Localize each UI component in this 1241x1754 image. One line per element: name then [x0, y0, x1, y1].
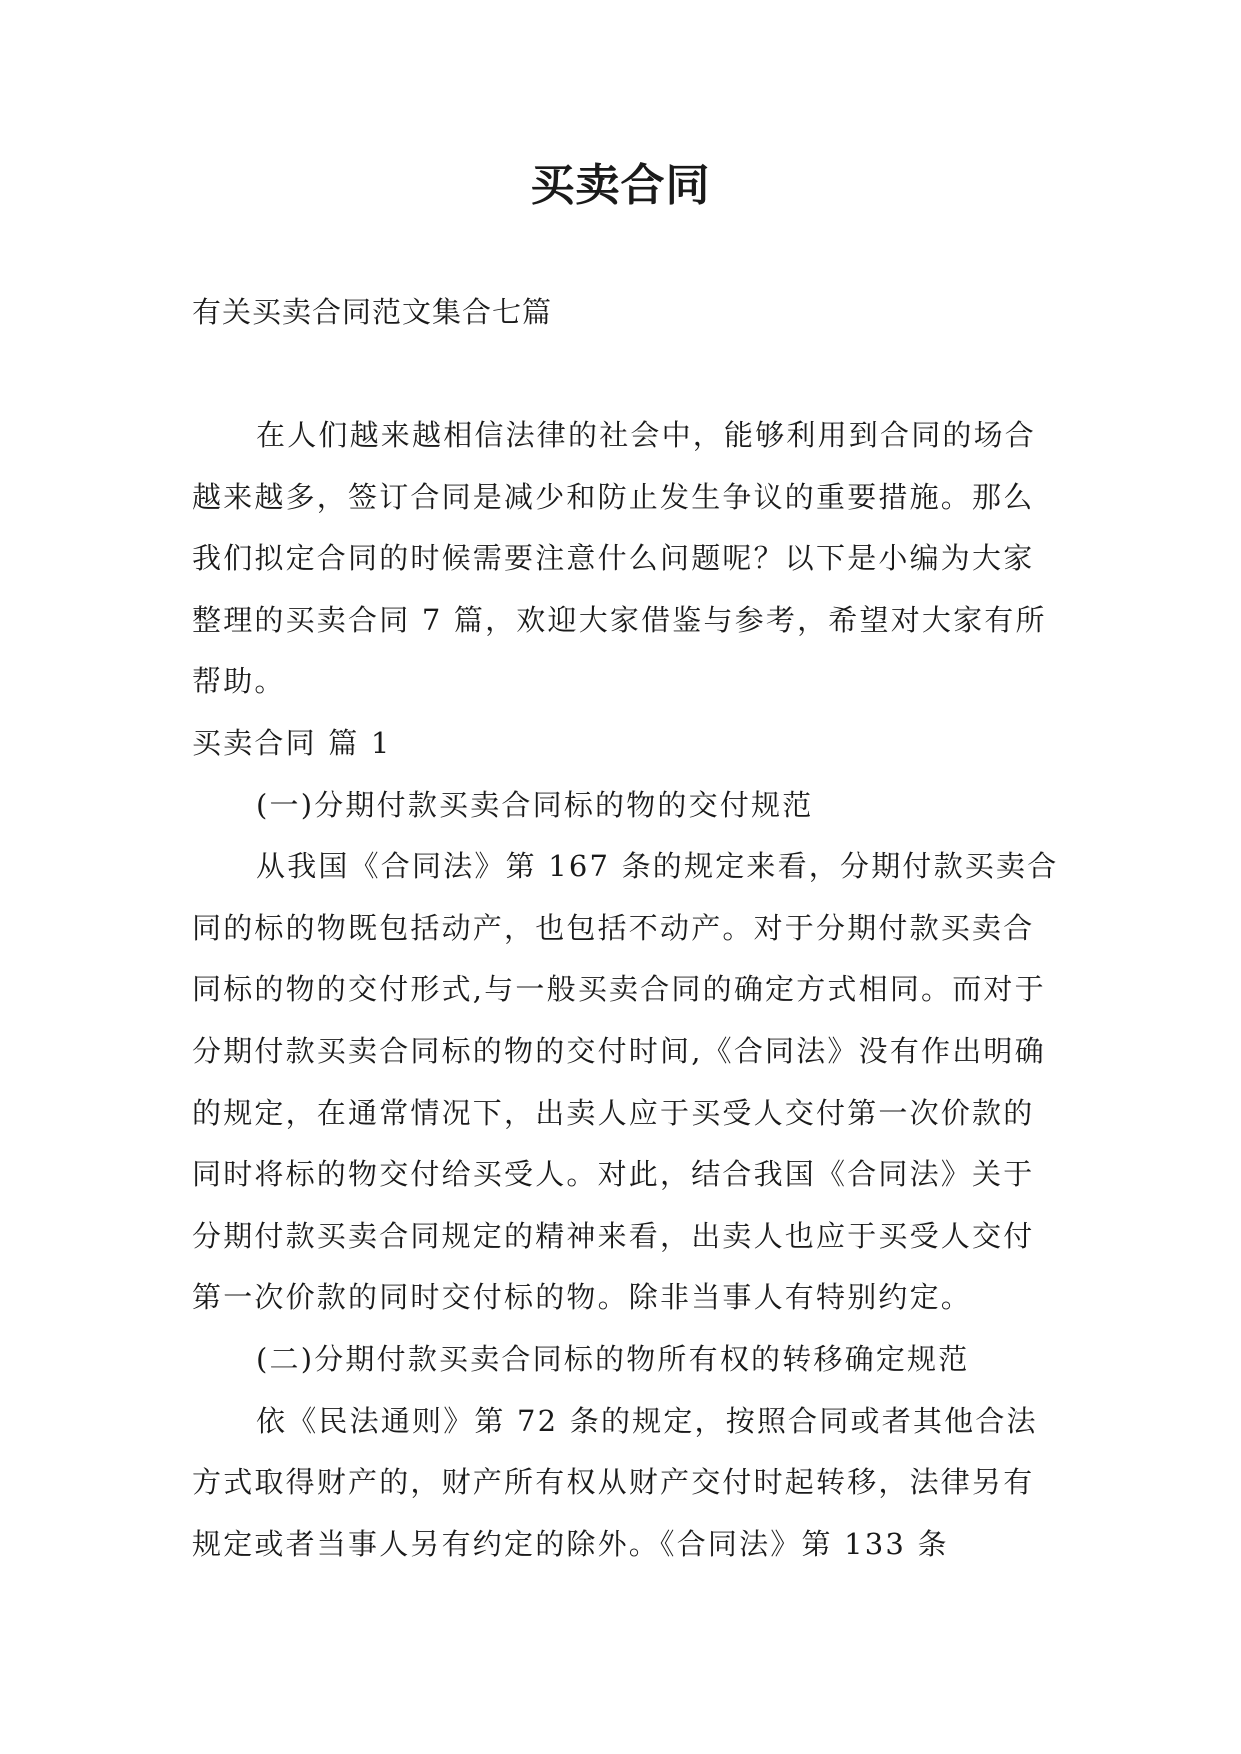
document-body	[192, 405, 1062, 1575]
section-heading: 买卖合同 篇 1	[192, 725, 392, 760]
clause1-paragraph: 从我国《合同法》第 167 条的规定来看，分期付款买卖合同的标的物既包括动产，也包括不动产。对于分期付款买卖合同标的物的交付形式,与一般买卖合同的确定方式相同。而对于分期付款买卖合同标的物的交付时间,《合同法》没有作出明确的规定，在通常情况下，出卖人应于买受人交付第一次价款的同时将标的物交付给买受人。对此，结合我国《合同法》关于分期付款买卖合同规定的精神来看，出卖人也应于买受人交付第一次价款的同时交付标的物。除非当事人有特别约定。	[192, 849, 1059, 1315]
document-subtitle: 有关买卖合同范文集合七篇	[192, 295, 553, 329]
clause1-heading: (一)分期付款买卖合同标的物的交付规范	[256, 787, 814, 822]
clause2-heading: (二)分期付款买卖合同标的物所有权的转移确定规范	[256, 1341, 970, 1376]
clause2-paragraph: 依《民法通则》第 72 条的规定，按照合同或者其他合法方式取得财产的，财产所有权从财产交付时起转移，法律另有规定或者当事人另有约定的除外。《合同法》第 133 条	[192, 1403, 1038, 1561]
intro-paragraph: 在人们越来越相信法律的社会中，能够利用到合同的场合越来越多，签订合同是减少和防止发生争议的重要措施。那么我们拟定合同的时候需要注意什么问题呢？以下是小编为大家整理的买卖合同 7 篇，欢迎大家借鉴与参考，希望对大家有所帮助。	[192, 418, 1047, 699]
document-title: 买卖合同	[530, 160, 711, 211]
